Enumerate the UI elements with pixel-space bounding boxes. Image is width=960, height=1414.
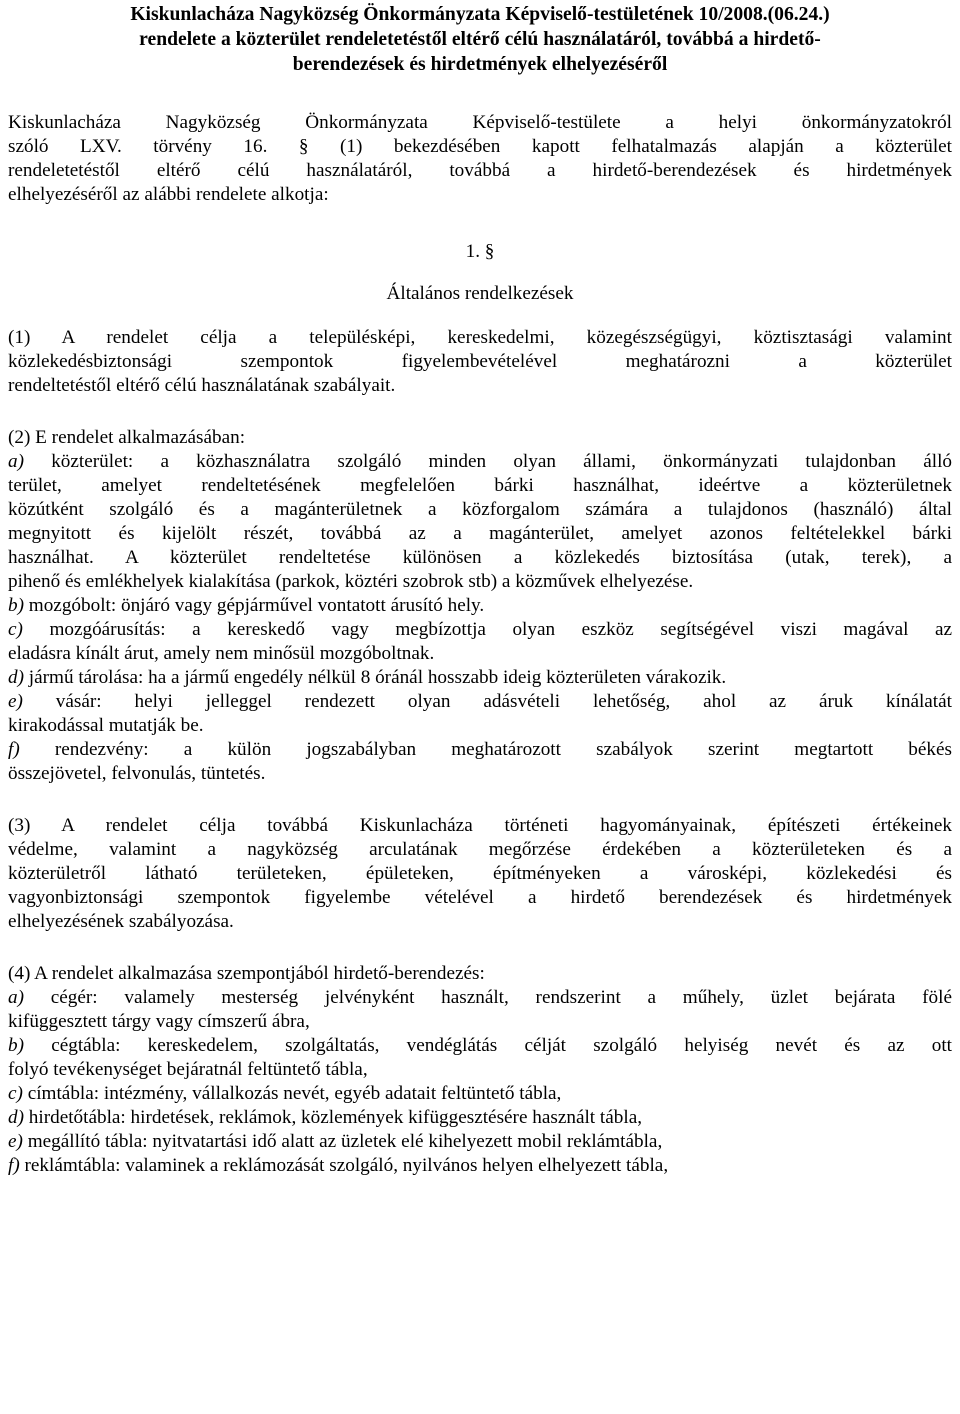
item-label: d) xyxy=(8,667,24,688)
paragraph-line: közterületről látható területeken, épületeken, építményeken a városképi, közlekedési és xyxy=(8,863,952,884)
preamble-line: szóló LXV. törvény 16. § (1) bekezdésében kapott felhatalmazás alapján a közterület xyxy=(8,136,952,157)
item-label: a) xyxy=(8,451,24,472)
list-item-line xyxy=(8,1082,952,1106)
paragraph-line: (1) A rendelet célja a településképi, kereskedelmi, közegészségügyi, köztisztasági valamint xyxy=(8,327,952,348)
list-item-line: pihenő és emlékhelyek kialakítása (parkok, köztéri szobrok stb) a közművek elhelyezése. xyxy=(8,571,694,592)
list-item-line: eladásra kínált árut, amely nem minősül mozgóboltnak. xyxy=(8,643,435,664)
paragraph-line: védelme, valamint a nagyközség arculatának megőrzése érdekében a közterületeken és a xyxy=(8,839,952,860)
document-title xyxy=(8,2,952,77)
item-text: cégér: valamely mesterség jelvényként használt, rendszerint a műhely, üzlet bejárata fölé xyxy=(23,987,952,1008)
list-item-line xyxy=(8,690,952,714)
section-title: Általános rendelkezések xyxy=(386,283,574,304)
item-text: jármű tárolása: ha a jármű engedély nélkül 8 óránál hosszabb ideig közterületen várakozik. xyxy=(23,667,727,688)
list-item-line xyxy=(8,1106,952,1130)
paragraph-3 xyxy=(8,814,952,934)
list-item-line xyxy=(8,1154,952,1178)
preamble-paragraph xyxy=(8,111,952,207)
list-item-line xyxy=(8,666,952,690)
list-item-line xyxy=(8,738,952,762)
list-item-line xyxy=(8,594,952,618)
list-item-line xyxy=(8,1034,952,1058)
list-item-line xyxy=(8,618,952,642)
title-line: berendezések és hirdetmények elhelyezéséről xyxy=(292,54,668,75)
paragraph-1 xyxy=(8,326,952,398)
paragraph-intro: (2) E rendelet alkalmazásában: xyxy=(8,427,246,448)
list-item-line: folyó tevékenységet bejáratnál feltüntető tábla, xyxy=(8,1059,368,1080)
list-item-line: terület, amelyet rendeltetésének megfelelően bárki használhat, ideértve a közterületnek xyxy=(8,475,952,496)
paragraph-line: rendeltetéstől eltérő célú használatának szabályait. xyxy=(8,375,396,396)
item-text: vásár: helyi jelleggel rendezett olyan adásvételi lehetőség, ahol az áruk kínálatát xyxy=(22,691,952,712)
paragraph-line: elhelyezésének szabályozása. xyxy=(8,911,234,932)
list-item-line: kifüggesztett tárgy vagy címszerű ábra, xyxy=(8,1011,310,1032)
paragraph-line: (3) A rendelet célja továbbá Kiskunlacháza történeti hagyományainak, építészeti értékeinek xyxy=(8,815,952,836)
item-text: mozgóbolt: önjáró vagy gépjárművel vontatott árusító hely. xyxy=(23,595,485,616)
item-label: c) xyxy=(8,619,23,640)
title-line: Kiskunlacháza Nagyközség Önkormányzata Képviselő-testületének 10/2008.(06.24.) xyxy=(130,4,830,25)
paragraph-line: vagyonbiztonsági szempontok figyelembe vételével a hirdető berendezések és hirdetmények xyxy=(8,887,952,908)
section-number xyxy=(8,240,952,264)
item-text: rendezvény: a külön jogszabályban meghatározott szabályok szerint megtartott békés xyxy=(19,739,952,760)
item-label: e) xyxy=(8,1131,23,1152)
preamble-line: rendeletetéstől eltérő célú használatáról, továbbá a hirdető-berendezések és hirdetmények xyxy=(8,160,952,181)
list-item-line xyxy=(8,450,952,474)
item-text: megállító tábla: nyitvatartási idő alatt az üzletek elé kihelyezett mobil reklámtábla, xyxy=(22,1131,663,1152)
item-text: közterület: a közhasználatra szolgáló minden olyan állami, önkormányzati tulajdonban álló xyxy=(23,451,952,472)
item-text: reklámtábla: valaminek a reklámozását szolgáló, nyilvános helyen elhelyezett tábla, xyxy=(19,1155,669,1176)
item-label: c) xyxy=(8,1083,23,1104)
item-text: hirdetőtábla: hirdetések, reklámok, közlemények kifüggesztésére használt tábla, xyxy=(23,1107,643,1128)
list-item-line: közútként szolgáló és a magánterületnek a közforgalom számára a tulajdonos (használó) által xyxy=(8,499,952,520)
item-label: d) xyxy=(8,1107,24,1128)
item-label: e) xyxy=(8,691,23,712)
list-item-line: használhat. A közterület rendeltetése különösen a közlekedés biztosítása (utak, terek), a xyxy=(8,547,952,568)
section-number-text: 1. § xyxy=(465,241,495,262)
item-label: b) xyxy=(8,1035,24,1056)
item-label: f) xyxy=(8,739,20,760)
list-item-line: megnyitott és kijelölt részét, továbbá az a magánterület, amelyet azonos feltételekkel bárki xyxy=(8,523,952,544)
preamble-line: Kiskunlacháza Nagyközség Önkormányzata Képviselő-testülete a helyi önkormányzatokról xyxy=(8,112,952,133)
paragraph-2 xyxy=(8,426,952,786)
list-item-line: kirakodással mutatják be. xyxy=(8,715,204,736)
paragraph-intro: (4) A rendelet alkalmazása szempontjából hirdető-berendezés: xyxy=(8,963,485,984)
list-item-line xyxy=(8,1130,952,1154)
item-label: f) xyxy=(8,1155,20,1176)
item-label: b) xyxy=(8,595,24,616)
title-line: rendelete a közterület rendeletetéstől eltérő célú használatáról, továbbá a hirdető- xyxy=(139,29,821,50)
list-item-line: összejövetel, felvonulás, tüntetés. xyxy=(8,763,266,784)
item-label: a) xyxy=(8,987,24,1008)
item-text: címtábla: intézmény, vállalkozás nevét, egyéb adatait feltüntető tábla, xyxy=(22,1083,562,1104)
paragraph-line: közlekedésbiztonsági szempontok figyelembevételével meghatározni a közterület xyxy=(8,351,952,372)
list-item-line xyxy=(8,986,952,1010)
item-text: mozgóárusítás: a kereskedő vagy megbízottja olyan eszköz segítségével viszi magával az xyxy=(22,619,952,640)
preamble-line: elhelyezéséről az alábbi rendelete alkotja: xyxy=(8,184,329,205)
item-text: cégtábla: kereskedelem, szolgáltatás, vendéglátás célját szolgáló helyiség nevét és az ott xyxy=(23,1035,952,1056)
paragraph-4 xyxy=(8,962,952,1178)
